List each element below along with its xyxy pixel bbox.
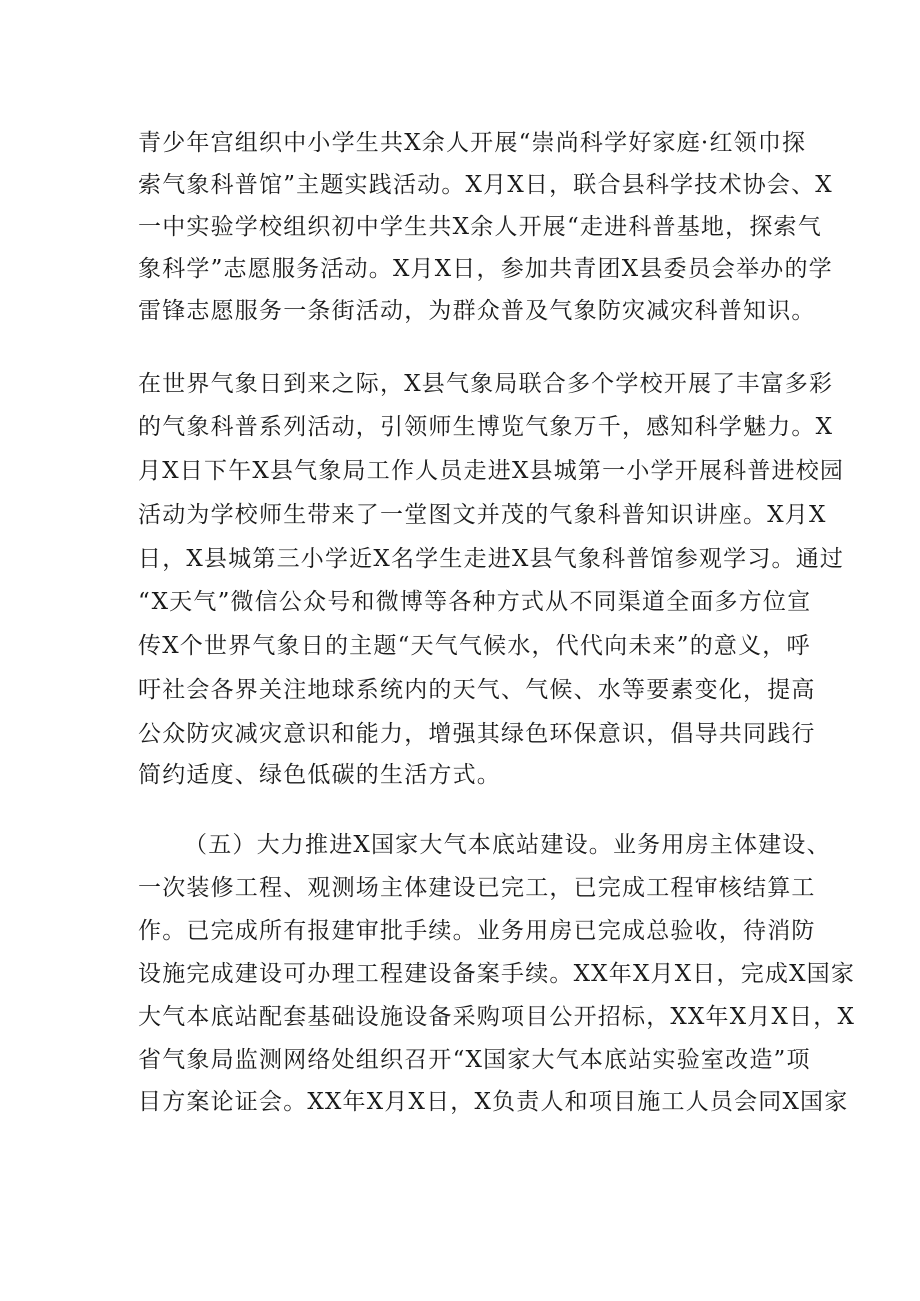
text-line-6: 在世界气象日到来之际，X县气象局联合多个学校开展了丰富多彩: [138, 371, 834, 397]
text-line-9: 活动为学校师生带来了一堂图文并茂的气象科普知识讲座。X月X: [138, 502, 827, 528]
text-line-2: 索气象科普馆”主题实践活动。X月X日，联合县科学技术协会、X: [138, 172, 833, 198]
text-line-20: 大气本底站配套基础设施设备采购项目公开招标，XX年X月X日，X: [138, 1004, 856, 1030]
text-line-7: 的气象科普系列活动，引领师生博览气象万千，感知科学魅力。X: [138, 414, 834, 440]
text-line-12: 传X个世界气象日的主题“天气气候水，代代向未来”的意义，呼: [138, 633, 811, 659]
text-line-21: 省气象局监测网络处组织召开“X国家大气本底站实验室改造”项: [138, 1047, 811, 1073]
text-line-15: 简约适度、绿色低碳的生活方式。: [138, 762, 501, 788]
text-line-19: 设施完成建设可办理工程建设备案手续。XX年X月X日，完成X国家: [138, 961, 856, 987]
text-line-13: 吁社会各界关注地球系统内的天气、气候、水等要素变化，提高: [138, 677, 816, 703]
text-line-5: 雷锋志愿服务一条街活动，为群众普及气象防灾减灾科普知识。: [138, 298, 816, 324]
text-line-3: 一中实验学校组织初中学生共X余人开展“走进科普基地，探索气: [138, 214, 822, 240]
text-line-14: 公众防灾减灾意识和能力，增强其绿色环保意识，倡导共同践行: [138, 721, 816, 747]
text-line-17: 一次装修工程、观测场主体建设已完工，已完成工程审核结算工: [138, 875, 816, 901]
text-line-8: 月X日下午X县气象局工作人员走进X县城第一小学开展科普进校园: [138, 458, 845, 484]
text-line-1: 青少年宫组织中小学生共X余人开展“崇尚科学好家庭·红领巾探: [138, 130, 807, 156]
text-line-18: 作。已完成所有报建审批手续。业务用房已完成总验收，待消防: [138, 918, 816, 944]
section-heading-line: （五）大力推进X国家大气本底站建设。业务用房主体建设、: [184, 832, 831, 858]
text-line-11: “X天气”微信公众号和微博等各种方式从不同渠道全面多方位宣: [138, 589, 812, 615]
text-line-4: 象科学”志愿服务活动。X月X日，参加共青团X县委员会举办的学: [138, 256, 833, 282]
text-line-10: 日，X县城第三小学近X名学生走进X县气象科普馆参观学习。通过: [138, 546, 845, 572]
text-line-22: 目方案论证会。XX年X月X日，X负责人和项目施工人员会同X国家: [138, 1089, 849, 1115]
